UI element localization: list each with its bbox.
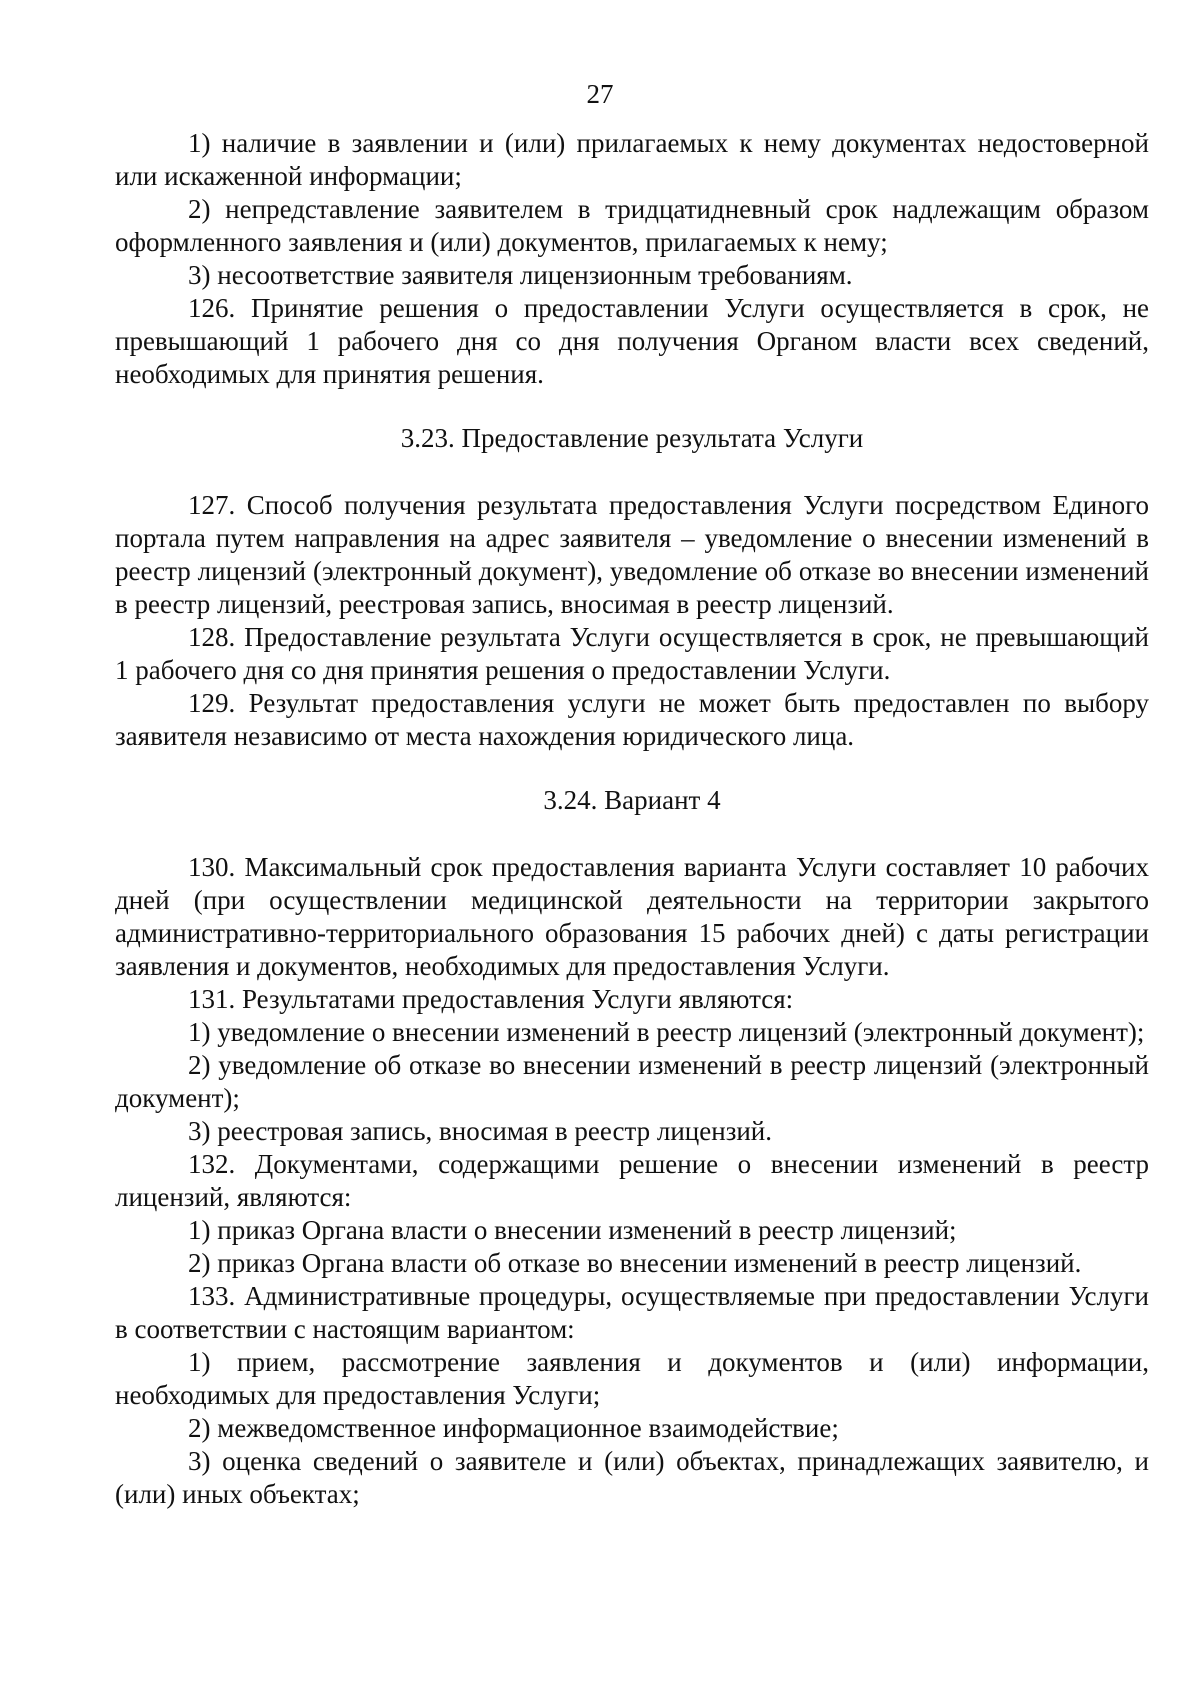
paragraph-131: 131. Результатами предоставления Услуги являются: <box>188 984 794 1014</box>
paragraph-128: 128. Предоставление результата Услуги осуществляется в срок, не превышающий 1 рабочего дня со дня принятия решения о предоставлении Услуги. <box>115 622 1149 685</box>
paragraph-132: 132. Документами, содержащими решение о внесении изменений в реестр лицензий, являются: <box>115 1149 1149 1212</box>
paragraph-item-2-no-docs: 2) непредставление заявителем в тридцатидневный срок надлежащим образом оформленного заявления и (или) документов, прилагаемых к нему; <box>115 194 1149 257</box>
section-heading-3-24: 3.24. Вариант 4 <box>543 785 721 815</box>
paragraph-132-item-1: 1) приказ Органа власти о внесении изменений в реестр лицензий; <box>188 1215 957 1245</box>
paragraph-133-item-1: 1) прием, рассмотрение заявления и документов и (или) информации, необходимых для предоставления Услуги; <box>115 1347 1149 1410</box>
paragraph-127: 127. Способ получения результата предоставления Услуги посредством Единого портала путем направления на адрес заявителя – уведомление о внесении изменений в реестр лицензий (электронный документ), уведомление об отказе во внесении изменений в реестр лицензий, реестровая запись, вносимая в реестр лицензий. <box>115 490 1149 619</box>
paragraph-131-item-3: 3) реестровая запись, вносимая в реестр лицензий. <box>188 1116 773 1146</box>
paragraph-126: 126. Принятие решения о предоставлении Услуги осуществляется в срок, не превышающий 1 рабочего дня со дня получения Органом власти всех сведений, необходимых для принятия решения. <box>115 293 1149 389</box>
paragraph-133-item-2: 2) межведомственное информационное взаимодействие; <box>188 1413 839 1443</box>
section-heading-3-23: 3.23. Предоставление результата Услуги <box>400 423 864 453</box>
paragraph-129: 129. Результат предоставления услуги не может быть предоставлен по выбору заявителя независимо от места нахождения юридического лица. <box>115 688 1149 751</box>
paragraph-133-item-3: 3) оценка сведений о заявителе и (или) объектах, принадлежащих заявителю, и (или) иных объектах; <box>115 1446 1149 1509</box>
paragraph-item-3-noncompliance: 3) несоответствие заявителя лицензионным требованиям. <box>188 260 853 290</box>
paragraph-131-item-1: 1) уведомление о внесении изменений в реестр лицензий (электронный документ); <box>188 1017 1145 1047</box>
paragraph-131-item-2: 2) уведомление об отказе во внесении изменений в реестр лицензий (электронный документ); <box>115 1050 1149 1113</box>
page-number: 27 <box>586 79 614 109</box>
paragraph-130: 130. Максимальный срок предоставления варианта Услуги составляет 10 рабочих дней (при осуществлении медицинской деятельности на территории закрытого административно-территориального образования 15 рабочих дней) с даты регистрации заявления и документов, необходимых для предоставления Услуги. <box>115 852 1149 981</box>
paragraph-132-item-2: 2) приказ Органа власти об отказе во внесении изменений в реестр лицензий. <box>188 1248 1082 1278</box>
paragraph-133: 133. Административные процедуры, осуществляемые при предоставлении Услуги в соответствии с настоящим вариантом: <box>115 1281 1149 1344</box>
document-body <box>115 127 1149 1511</box>
paragraph-item-1-false-info: 1) наличие в заявлении и (или) прилагаемых к нему документах недостоверной или искаженной информации; <box>115 128 1149 191</box>
